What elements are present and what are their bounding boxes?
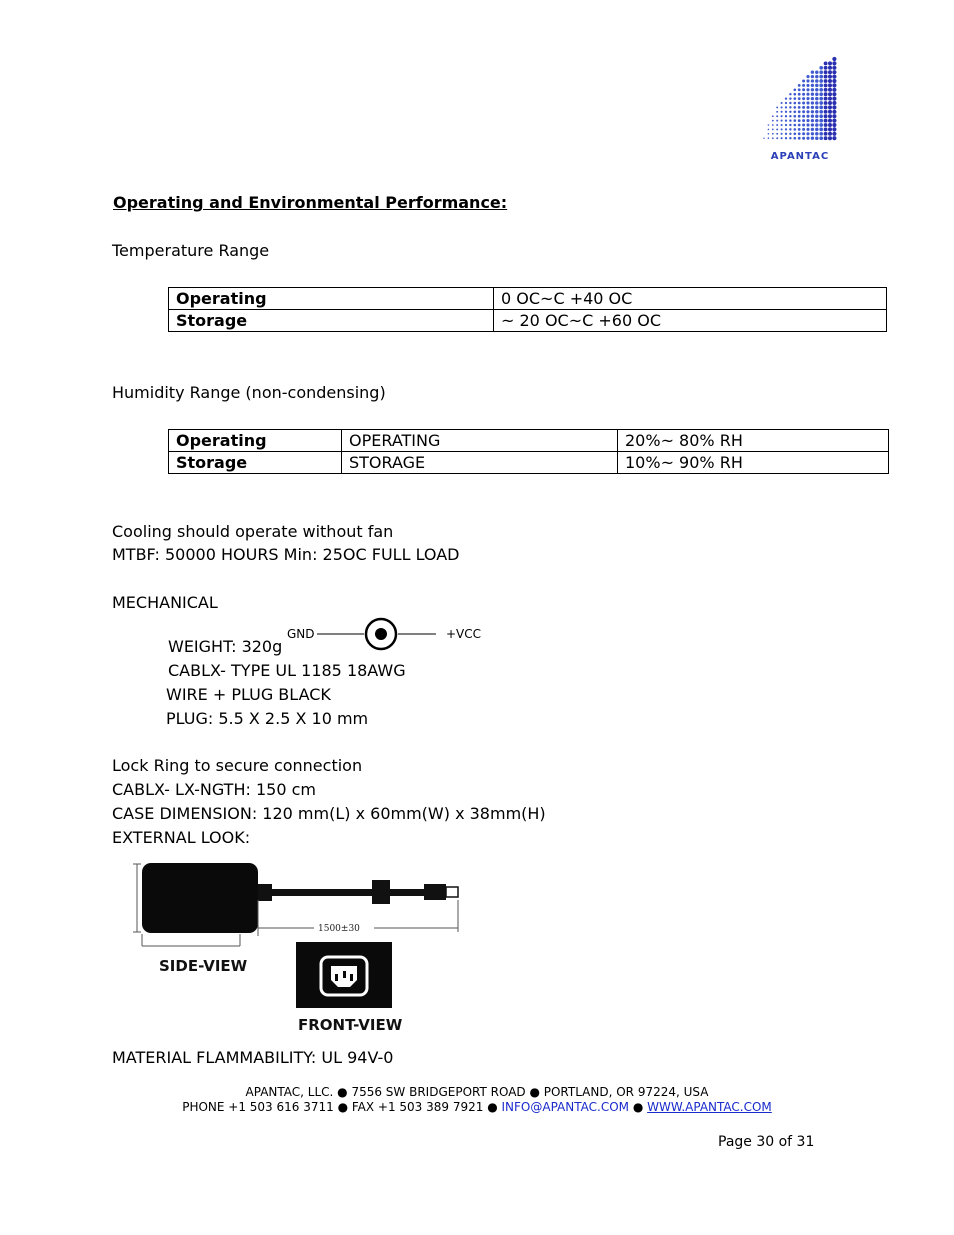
logo-dot: [824, 79, 828, 83]
logo-dot: [815, 119, 819, 123]
table-cell-value: 0 OC~C +40 OC: [494, 288, 887, 310]
logo-dot: [793, 97, 796, 100]
table-cell-label: Storage: [169, 310, 494, 332]
logo-dot: [806, 132, 809, 135]
logo-dot: [785, 106, 787, 108]
side-view-label: SIDE-VIEW: [159, 957, 248, 975]
logo-dot: [828, 83, 832, 87]
logo-dot: [781, 133, 783, 135]
logo-dot: [806, 97, 809, 100]
logo-dot: [772, 129, 774, 131]
table-cell-label: Operating: [169, 430, 342, 452]
logo-dot: [772, 124, 774, 126]
logo-dot: [832, 114, 836, 118]
logo-dot: [776, 115, 778, 117]
logo-dot: [781, 124, 783, 126]
logo-dot: [815, 88, 819, 92]
logo-dot: [828, 101, 832, 105]
footer-separator: ●: [629, 1100, 648, 1114]
cable: [390, 889, 424, 896]
weight-text: WEIGHT: 320g: [168, 637, 283, 656]
table-cell-label: Operating: [169, 288, 494, 310]
logo-dot: [776, 111, 778, 113]
logo-dot: [815, 110, 819, 114]
logo-dot: [824, 70, 828, 74]
logo-dot: [832, 110, 836, 114]
logo-dot: [832, 88, 836, 92]
logo-dot: [811, 79, 814, 82]
logo-dot: [798, 128, 801, 131]
logo-dot: [781, 120, 783, 122]
logo-dot: [824, 75, 828, 79]
logo-dot: [802, 128, 805, 131]
logo-dot: [806, 128, 809, 131]
logo-dot: [824, 105, 828, 109]
logo-dot: [776, 124, 778, 126]
logo-dot: [776, 120, 778, 122]
logo-dot: [785, 97, 787, 99]
table-cell-mode: OPERATING: [342, 430, 618, 452]
logo-dot: [802, 132, 805, 135]
logo-dot: [789, 119, 791, 121]
logo-dot: [798, 110, 801, 113]
logo-dot: [819, 84, 823, 88]
logo-dot: [798, 132, 801, 135]
logo-dot: [832, 70, 836, 74]
lock-ring-text: Lock Ring to secure connection: [112, 756, 363, 775]
logo-dot: [793, 106, 796, 109]
logo-dot: [806, 84, 809, 87]
table-cell-value: 20%~ 80% RH: [618, 430, 889, 452]
logo-dot: [819, 101, 823, 105]
logo-dot: [832, 119, 836, 123]
logo-dot: [806, 123, 809, 126]
logo-dot: [811, 93, 814, 96]
logo-dot: [824, 132, 828, 136]
logo-dot: [815, 123, 819, 127]
logo-dot: [828, 66, 832, 70]
logo-dot: [811, 88, 814, 91]
logo-dot: [828, 132, 832, 136]
logo-dot: [793, 115, 796, 118]
logo-dot: [772, 120, 774, 122]
logo-dot: [828, 92, 832, 96]
logo-dot: [793, 110, 796, 113]
logo-dot: [793, 93, 796, 96]
logo-dot: [789, 128, 791, 130]
logo-dot: [824, 83, 828, 87]
external-look-text: EXTERNAL LOOK:: [112, 828, 251, 847]
logo-dot: [798, 106, 801, 109]
logo-dot: [828, 75, 832, 79]
logo-dot: [824, 66, 828, 70]
logo-dot: [785, 119, 787, 121]
logo-dot: [828, 79, 832, 83]
wire-text: WIRE + PLUG BLACK: [166, 685, 331, 704]
footer-website-link[interactable]: WWW.APANTAC.COM: [647, 1100, 772, 1114]
plug-text: PLUG: 5.5 X 2.5 X 10 mm: [166, 709, 369, 728]
logo-dot: [819, 92, 823, 96]
dc-plug-tip: [446, 887, 458, 897]
logo-dot: [781, 128, 783, 130]
logo-dot: [832, 132, 836, 136]
ferrite-core: [372, 880, 390, 904]
logo-dot: [819, 136, 823, 140]
logo-dot: [768, 137, 770, 139]
logo-dot: [811, 110, 814, 113]
connector-center-pin-icon: [375, 628, 387, 640]
table-cell-label: Storage: [169, 452, 342, 474]
logo-dot: [824, 88, 828, 92]
logo-dot: [828, 123, 832, 127]
temperature-heading: Temperature Range: [112, 241, 270, 260]
logo-dot: [832, 105, 836, 109]
logo-dot: [832, 83, 836, 87]
logo-dot: [793, 132, 796, 135]
logo-dot: [789, 102, 791, 104]
logo-dot: [824, 123, 828, 127]
logo-dot: [811, 123, 814, 126]
logo-dot: [789, 137, 791, 139]
logo-dot: [789, 115, 791, 117]
logo-dot: [789, 97, 791, 99]
logo-dot: [768, 133, 770, 135]
logo-dot: [768, 129, 770, 131]
table-row: [169, 430, 889, 452]
length-dimension-label: 1500±30: [318, 924, 360, 934]
logo-dot: [785, 115, 787, 117]
logo-dot: [798, 137, 801, 140]
section-title: Operating and Environmental Performance:: [113, 193, 508, 212]
logo-dot: [806, 137, 809, 140]
logo-dot: [802, 97, 805, 100]
logo-dot: [811, 97, 814, 100]
logo-dot: [793, 128, 796, 131]
logo-dot: [811, 128, 814, 131]
logo-dot: [815, 75, 819, 79]
logo-dot: [798, 97, 801, 100]
logo-dot: [828, 61, 832, 65]
cable-type-text: CABLX- TYPE UL 1185 18AWG: [168, 661, 406, 680]
logo-dot: [806, 115, 809, 118]
apantac-logo: [758, 56, 840, 164]
logo-dot: [811, 106, 814, 109]
table-cell-value: 10%~ 90% RH: [618, 452, 889, 474]
iec-pin: [335, 974, 338, 981]
logo-dot: [802, 119, 805, 122]
external-look-drawing: [128, 856, 468, 1038]
logo-dot: [806, 93, 809, 96]
logo-dot: [802, 80, 805, 83]
logo-dot: [819, 123, 823, 127]
logo-dot: [832, 79, 836, 83]
logo-dot: [832, 127, 836, 131]
cable-length-text: CABLX- LX-NGTH: 150 cm: [112, 780, 316, 799]
logo-dot: [802, 115, 805, 118]
logo-dot: [806, 75, 809, 78]
logo-dot: [815, 101, 819, 105]
logo-dot: [819, 97, 823, 101]
logo-dot: [806, 119, 809, 122]
dc-plug: [424, 884, 446, 900]
logo-dot: [785, 137, 787, 139]
logo-dot: [811, 84, 814, 87]
logo-dot: [815, 136, 819, 140]
logo-dot: [824, 101, 828, 105]
logo-dot: [811, 137, 814, 140]
logo-dot: [819, 128, 823, 132]
logo-dot: [785, 133, 787, 135]
logo-dot: [768, 124, 770, 126]
logo-dot: [798, 124, 801, 127]
logo-dot: [815, 97, 819, 101]
logo-text: APANTAC: [770, 151, 830, 162]
footer-address: APANTAC, LLC. ● 7556 SW BRIDGEPORT ROAD ● PORTLAND, OR 97224, USA: [245, 1085, 709, 1099]
logo-dot: [806, 101, 809, 104]
mtbf-text: MTBF: 50000 HOURS Min: 25OC FULL LOAD: [112, 545, 460, 564]
logo-dot: [793, 119, 796, 122]
logo-dot: [798, 119, 801, 122]
logo-dot: [781, 102, 783, 104]
logo-dot: [832, 97, 836, 101]
logo-dot: [806, 110, 809, 113]
logo-dot: [785, 124, 787, 126]
table-row: [169, 452, 889, 474]
logo-dot: [785, 111, 787, 113]
logo-dot: [819, 106, 823, 110]
logo-dot: [815, 70, 819, 74]
logo-dot: [819, 70, 823, 74]
logo-dot: [815, 84, 819, 88]
logo-dot: [798, 93, 801, 96]
cable: [258, 889, 372, 896]
logo-dot: [828, 110, 832, 114]
logo-dot: [828, 105, 832, 109]
strain-relief: [258, 884, 272, 901]
iec-pin: [350, 974, 353, 981]
logo-dot: [802, 137, 805, 140]
logo-dot: [781, 115, 783, 117]
logo-dot: [824, 110, 828, 114]
gnd-label: GND: [287, 627, 315, 641]
logo-dot: [832, 101, 836, 105]
table-row: [169, 288, 887, 310]
logo-dot: [811, 101, 814, 104]
logo-dot: [798, 88, 801, 91]
logo-dot: [815, 79, 819, 83]
logo-dot: [819, 119, 823, 123]
logo-dot: [811, 115, 814, 118]
logo-dot: [832, 136, 836, 140]
logo-dot: [802, 88, 805, 91]
logo-dot: [802, 106, 805, 109]
logo-dot: [819, 88, 823, 92]
logo-dot: [802, 84, 805, 87]
logo-dot: [819, 75, 823, 79]
logo-dot: [793, 124, 796, 127]
logo-dot: [824, 136, 828, 140]
mechanical-heading: MECHANICAL: [112, 593, 218, 612]
cooling-text: Cooling should operate without fan: [112, 522, 394, 541]
logo-dot: [824, 97, 828, 101]
case-dimension-text: CASE DIMENSION: 120 mm(L) x 60mm(W) x 38mm(H): [112, 804, 546, 823]
logo-dot: [824, 127, 828, 131]
humidity-heading: Humidity Range (non-condensing): [112, 383, 386, 402]
logo-dot: [793, 102, 796, 105]
logo-dot: [828, 114, 832, 118]
logo-dot: [776, 133, 778, 135]
logo-dot: [811, 75, 814, 78]
logo-dot: [785, 128, 787, 130]
logo-dot: [789, 111, 791, 113]
logo-dot: [819, 114, 823, 118]
logo-dot: [776, 106, 778, 108]
table-row: [169, 310, 887, 332]
logo-dot: [789, 93, 791, 95]
logo-dot: [832, 75, 836, 79]
logo-dot: [776, 128, 778, 130]
logo-dot: [776, 137, 778, 139]
logo-dot: [811, 119, 814, 122]
logo-dot: [772, 133, 774, 135]
logo-dot: [781, 111, 783, 113]
logo-dot: [802, 124, 805, 127]
logo-dot: [828, 119, 832, 123]
front-view-label: FRONT-VIEW: [298, 1016, 403, 1034]
logo-dot: [819, 110, 823, 114]
logo-dot: [828, 136, 832, 140]
logo-dot: [824, 114, 828, 118]
logo-dot: [832, 61, 836, 65]
logo-dot: [806, 106, 809, 109]
iec-pin: [343, 971, 346, 978]
logo-dot: [789, 133, 791, 135]
logo-dot: [815, 132, 819, 136]
logo-dot: [781, 137, 783, 139]
logo-dot: [798, 115, 801, 118]
logo-dot: [824, 92, 828, 96]
logo-dot: [789, 106, 791, 108]
logo-dot: [828, 70, 832, 74]
temperature-table: [168, 287, 887, 332]
logo-dot: [815, 92, 819, 96]
logo-dot: [815, 128, 819, 131]
logo-dot: [815, 106, 819, 110]
logo-dot: [828, 97, 832, 101]
logo-dot: [798, 84, 801, 87]
vcc-label: +VCC: [446, 627, 482, 641]
adapter-body: [142, 863, 258, 933]
logo-dot: [832, 66, 836, 70]
logo-dot: [819, 66, 823, 70]
logo-dot-pattern: [763, 57, 836, 140]
logo-dot: [789, 124, 791, 126]
logo-dot: [828, 127, 832, 131]
logo-dot: [832, 92, 836, 96]
footer-phone-fax: PHONE +1 503 616 3711 ● FAX +1 503 389 7921 ●: [182, 1100, 502, 1114]
logo-dot: [806, 88, 809, 91]
table-cell-mode: STORAGE: [342, 452, 618, 474]
logo-dot: [802, 102, 805, 105]
logo-dot: [793, 88, 796, 91]
logo-dot: [811, 132, 814, 135]
logo-dot: [819, 79, 823, 83]
flammability-text: MATERIAL FLAMMABILITY: UL 94V-0: [112, 1048, 394, 1067]
logo-dot: [785, 102, 787, 104]
logo-dot: [802, 110, 805, 113]
humidity-table: [168, 429, 889, 474]
logo-dot: [781, 106, 783, 108]
logo-dot: [815, 114, 819, 118]
footer-email-link[interactable]: INFO@APANTAC.COM: [501, 1100, 629, 1114]
logo-dot: [828, 88, 832, 92]
page-number: Page 30 of 31: [718, 1134, 815, 1150]
logo-dot: [811, 71, 814, 74]
logo-dot: [772, 137, 774, 139]
logo-dot: [772, 115, 774, 117]
logo-dot: [832, 123, 836, 127]
logo-dot: [824, 61, 828, 65]
logo-dot: [806, 79, 809, 82]
logo-dot: [763, 138, 764, 139]
logo-dot: [798, 102, 801, 105]
table-cell-value: ~ 20 OC~C +60 OC: [494, 310, 887, 332]
logo-dot: [824, 119, 828, 123]
logo-dot: [832, 57, 836, 61]
logo-dot: [819, 132, 823, 136]
polarity-diagram: [284, 612, 484, 656]
logo-dot: [802, 93, 805, 96]
footer-contact: [0, 1100, 954, 1114]
logo-dot: [793, 137, 796, 140]
